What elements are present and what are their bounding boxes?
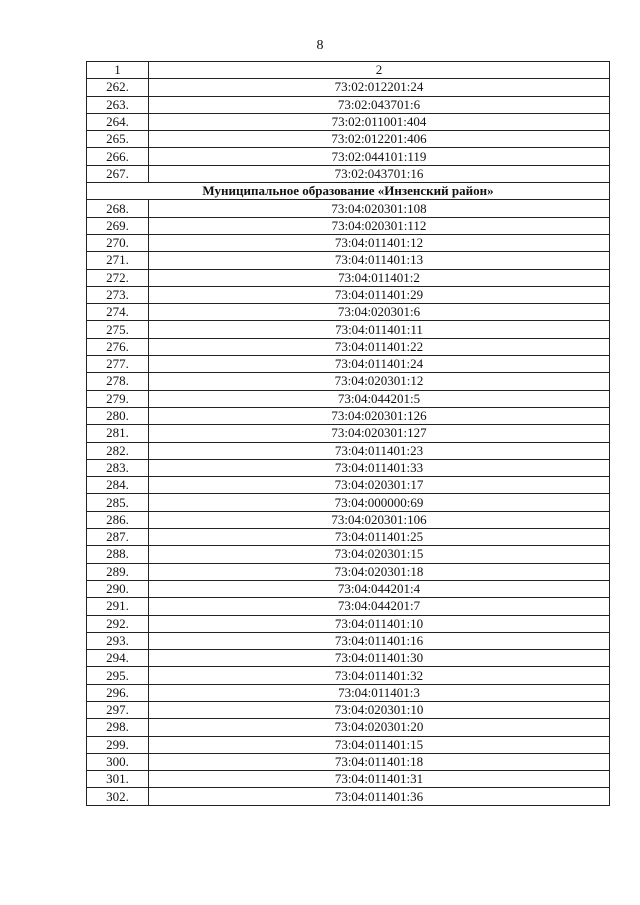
row-number: 277. — [87, 356, 149, 373]
table-row — [87, 338, 610, 355]
page-number: 8 — [316, 38, 324, 53]
table-row — [87, 511, 610, 528]
row-number: 292. — [87, 615, 149, 632]
table-row — [87, 684, 610, 701]
table-row — [87, 131, 610, 148]
row-number: 286. — [87, 511, 149, 528]
cadastral-number: 73:04:020301:18 — [149, 563, 610, 580]
row-number: 291. — [87, 598, 149, 615]
row-number: 272. — [87, 269, 149, 286]
cadastral-number: 73:04:020301:20 — [149, 719, 610, 736]
row-number: 280. — [87, 407, 149, 424]
cadastral-number: 73:04:011401:16 — [149, 632, 610, 649]
row-number: 271. — [87, 252, 149, 269]
cadastral-number: 73:02:043701:6 — [149, 96, 610, 113]
table-row — [87, 217, 610, 234]
cadastral-number: 73:04:011401:12 — [149, 234, 610, 251]
cadastral-number: 73:04:020301:15 — [149, 546, 610, 563]
cadastral-number: 73:04:020301:112 — [149, 217, 610, 234]
row-number: 270. — [87, 234, 149, 251]
table-row — [87, 753, 610, 770]
row-number: 284. — [87, 477, 149, 494]
cadastral-number: 73:04:011401:24 — [149, 356, 610, 373]
table-row — [87, 650, 610, 667]
table-row — [87, 529, 610, 546]
table-row — [87, 113, 610, 130]
row-number: 288. — [87, 546, 149, 563]
table-row — [87, 563, 610, 580]
table-row — [87, 719, 610, 736]
table-row — [87, 96, 610, 113]
cadastral-number: 73:04:020301:108 — [149, 200, 610, 217]
section-row — [87, 183, 610, 200]
row-number: 283. — [87, 459, 149, 476]
row-number: 300. — [87, 753, 149, 770]
cadastral-number: 73:04:020301:17 — [149, 477, 610, 494]
table-row — [87, 286, 610, 303]
cadastral-number: 73:02:043701:16 — [149, 165, 610, 182]
cadastral-number: 73:04:011401:18 — [149, 753, 610, 770]
row-number: 276. — [87, 338, 149, 355]
row-number: 301. — [87, 771, 149, 788]
cadastral-number: 73:04:011401:10 — [149, 615, 610, 632]
table-header-row — [87, 62, 610, 79]
row-number: 281. — [87, 425, 149, 442]
row-number: 264. — [87, 113, 149, 130]
table-row — [87, 459, 610, 476]
table-row — [87, 390, 610, 407]
cadastral-number: 73:04:011401:2 — [149, 269, 610, 286]
row-number: 290. — [87, 580, 149, 597]
table-row — [87, 580, 610, 597]
row-number: 263. — [87, 96, 149, 113]
cadastral-number: 73:02:044101:119 — [149, 148, 610, 165]
table-row — [87, 598, 610, 615]
row-number: 285. — [87, 494, 149, 511]
cadastral-number: 73:04:011401:29 — [149, 286, 610, 303]
row-number: 293. — [87, 632, 149, 649]
row-number: 266. — [87, 148, 149, 165]
table-row — [87, 304, 610, 321]
row-number: 282. — [87, 442, 149, 459]
table-row — [87, 477, 610, 494]
cadastral-number: 73:04:011401:15 — [149, 736, 610, 753]
table-row — [87, 546, 610, 563]
row-number: 278. — [87, 373, 149, 390]
cadastral-number: 73:04:011401:36 — [149, 788, 610, 805]
table-row — [87, 425, 610, 442]
cadastral-number: 73:04:044201:4 — [149, 580, 610, 597]
row-number: 279. — [87, 390, 149, 407]
cadastral-number: 73:04:020301:12 — [149, 373, 610, 390]
row-number: 295. — [87, 667, 149, 684]
table-row — [87, 79, 610, 96]
cadastral-number: 73:04:011401:31 — [149, 771, 610, 788]
header-col-1: 1 — [87, 62, 149, 79]
cadastral-number: 73:02:012201:24 — [149, 79, 610, 96]
table-row — [87, 442, 610, 459]
table-row — [87, 165, 610, 182]
row-number: 267. — [87, 165, 149, 182]
table-body — [87, 62, 610, 806]
row-number: 302. — [87, 788, 149, 805]
cadastral-number: 73:04:011401:22 — [149, 338, 610, 355]
cadastral-number: 73:04:011401:30 — [149, 650, 610, 667]
row-number: 299. — [87, 736, 149, 753]
row-number: 262. — [87, 79, 149, 96]
table-row — [87, 373, 610, 390]
table-row — [87, 234, 610, 251]
cadastral-number: 73:04:044201:7 — [149, 598, 610, 615]
row-number: 296. — [87, 684, 149, 701]
table-row — [87, 321, 610, 338]
row-number: 298. — [87, 719, 149, 736]
cadastral-number: 73:04:011401:11 — [149, 321, 610, 338]
section-title: Муниципальное образование «Инзенский район» — [87, 183, 610, 200]
table-row — [87, 148, 610, 165]
row-number: 268. — [87, 200, 149, 217]
cadastral-number: 73:04:044201:5 — [149, 390, 610, 407]
row-number: 269. — [87, 217, 149, 234]
table-row — [87, 200, 610, 217]
cadastral-number: 73:04:020301:126 — [149, 407, 610, 424]
cadastral-number: 73:04:020301:10 — [149, 701, 610, 718]
table-row — [87, 407, 610, 424]
table-row — [87, 771, 610, 788]
cadastral-number: 73:04:020301:127 — [149, 425, 610, 442]
cadastral-number: 73:02:011001:404 — [149, 113, 610, 130]
table-row — [87, 632, 610, 649]
table-row — [87, 356, 610, 373]
table-row — [87, 788, 610, 805]
table-row — [87, 252, 610, 269]
row-number: 297. — [87, 701, 149, 718]
table-row — [87, 615, 610, 632]
row-number: 289. — [87, 563, 149, 580]
table-row — [87, 701, 610, 718]
table-row — [87, 269, 610, 286]
header-col-2: 2 — [149, 62, 610, 79]
table-row — [87, 494, 610, 511]
cadastral-number: 73:04:011401:13 — [149, 252, 610, 269]
cadastral-table — [86, 61, 610, 806]
row-number: 287. — [87, 529, 149, 546]
row-number: 274. — [87, 304, 149, 321]
table-row — [87, 667, 610, 684]
row-number: 265. — [87, 131, 149, 148]
table-row — [87, 736, 610, 753]
row-number: 275. — [87, 321, 149, 338]
cadastral-number: 73:02:012201:406 — [149, 131, 610, 148]
cadastral-number: 73:04:011401:32 — [149, 667, 610, 684]
cadastral-number: 73:04:011401:3 — [149, 684, 610, 701]
cadastral-number: 73:04:000000:69 — [149, 494, 610, 511]
cadastral-number: 73:04:011401:23 — [149, 442, 610, 459]
cadastral-number: 73:04:011401:25 — [149, 529, 610, 546]
cadastral-number: 73:04:020301:106 — [149, 511, 610, 528]
row-number: 273. — [87, 286, 149, 303]
cadastral-number: 73:04:020301:6 — [149, 304, 610, 321]
row-number: 294. — [87, 650, 149, 667]
cadastral-number: 73:04:011401:33 — [149, 459, 610, 476]
